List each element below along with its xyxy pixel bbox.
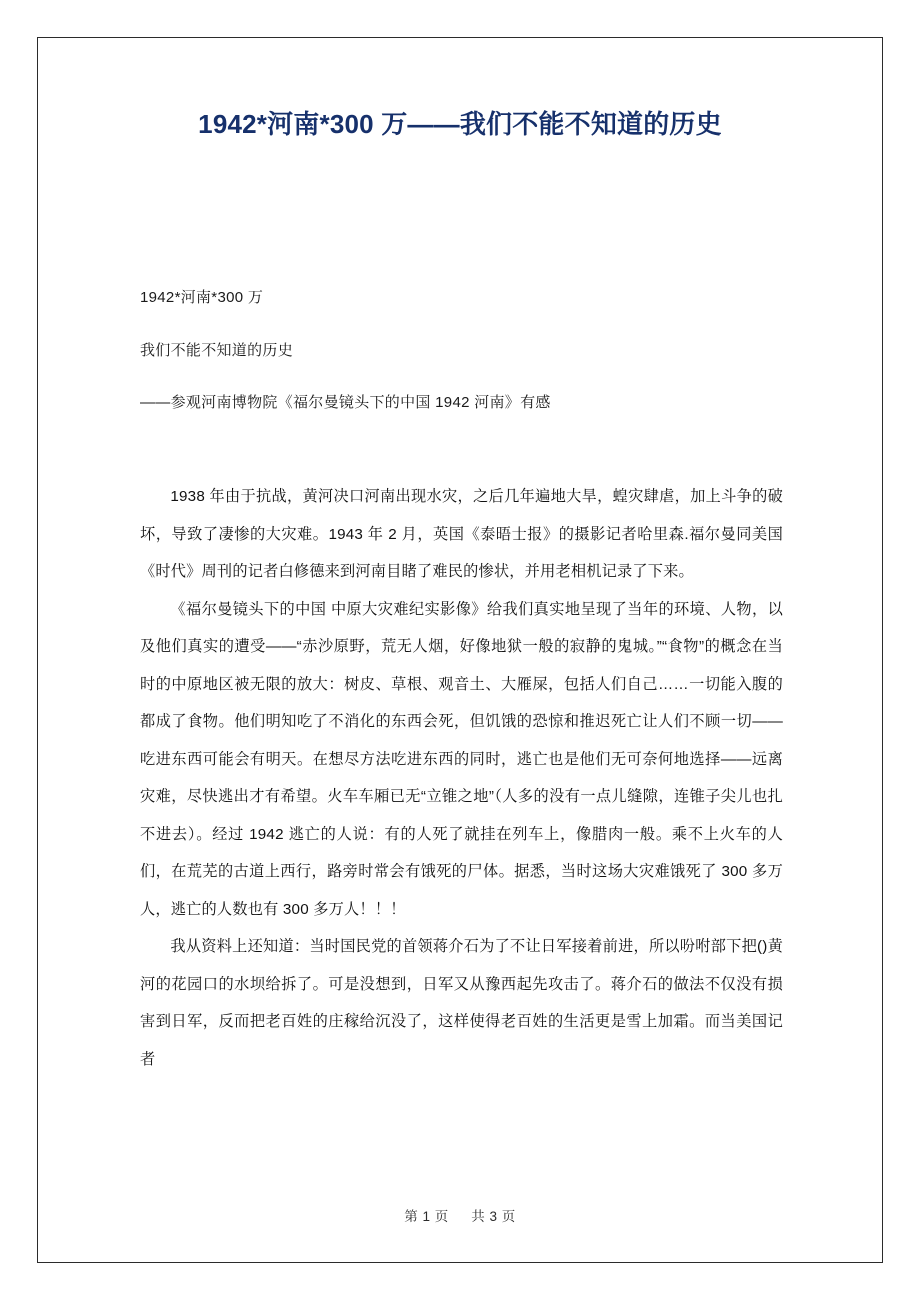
paragraph-3: 我从资料上还知道：当时国民党的首领蒋介石为了不让日军接着前进，所以吩咐部下把()黄河的花园口的水坝给拆了。可是没想到，日军又从豫西起先攻击了。蒋介石的做法不仅没有损害到日军，反而把老百姓的庄稼给沉没了，这样使得老百姓的生活更是雪上加霜。而当美国记者 [140,938,783,1068]
footer-total-pages: 共 3 页 [471,1209,516,1224]
document-body [140,478,783,1078]
paragraph-1: 1938 年由于抗战，黄河决口河南出现水灾，之后几年遍地大旱，蝗灾肆虐，加上斗争的破坏，导致了凄惨的大灾难。1943 年 2 月，英国《泰晤士报》的摄影记者哈里森.福尔曼同美国《时代》周刊的记者白修德来到河南目睹了难民的惨状，并用老相机记录了下来。 [140,488,783,580]
footer-current-page: 第 1 页 [404,1209,449,1224]
paragraph-2: 《福尔曼镜头下的中国 中原大灾难纪实影像》给我们真实地呈现了当年的环境、人物，以及他们真实的遭受——“赤沙原野，荒无人烟，好像地狱一般的寂静的鬼城。”“食物”的概念在当时的中原地区被无限的放大：树皮、草根、观音土、大雁屎，包括人们自己……一切能入腹的都成了食物。他们明知吃了不消化的东西会死，但饥饿的恐惊和推迟死亡让人们不顾一切——吃进东西可能会有明天。在想尽方法吃进东西的同时，逃亡也是他们无可奈何地选择——远离灾难，尽快逃出才有希望。火车车厢已无“立锥之地”（人多的没有一点儿缝隙，连锥子尖儿也扎不进去）。经过 1942 逃亡的人说：有的人死了就挂在列车上，像腊肉一般。乘不上火车的人们，在荒芜的古道上西行，路旁时常会有饿死的尸体。据悉，当时这场大灾难饿死了 300 多万人，逃亡的人数也有 300 多万人！！！ [140,600,783,918]
lead-block [140,285,780,416]
lead-line-3: ——参观河南博物院《福尔曼镜头下的中国 1942 河南》有感 [140,394,551,411]
page-title: 1942*河南*300 万——我们不能不知道的历史 [198,109,722,139]
lead-line-2: 我们不能不知道的历史 [140,341,294,359]
lead-line-1: 1942*河南*300 万 [140,289,264,306]
page-footer [0,1205,920,1225]
